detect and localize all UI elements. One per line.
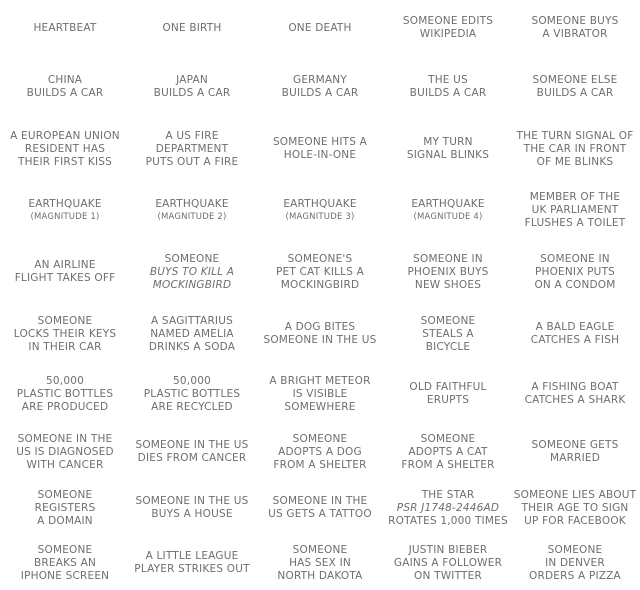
event-cell xyxy=(2,56,128,118)
event-text-line: SOMEONE xyxy=(164,252,220,265)
event-text-line: ON TWITTER xyxy=(414,569,482,582)
event-cell xyxy=(384,0,512,56)
event-text-line: UK PARLIAMENT xyxy=(531,203,619,216)
event-text-line: AN AIRLINE xyxy=(34,259,96,271)
event-text-line: IN THEIR CAR xyxy=(28,340,102,353)
event-text-line: SOMEONE xyxy=(37,488,93,501)
event-text-line: SOMEONE xyxy=(420,432,476,445)
event-cell xyxy=(128,240,256,304)
event-text-line: A LITTLE LEAGUE xyxy=(145,550,239,562)
event-text-line: A EUROPEAN UNION xyxy=(10,129,120,142)
event-text-line: 50,000 xyxy=(173,374,211,387)
event-text-line: A DOMAIN xyxy=(37,514,93,527)
event-text-line: THEIR AGE TO SIGN xyxy=(521,501,629,514)
event-cell xyxy=(2,536,128,590)
event-cell xyxy=(256,304,384,364)
event-text-line: GAINS A FOLLOWER xyxy=(393,556,503,569)
event-text-line: A SAGITTARIUS xyxy=(151,314,233,327)
event-cell xyxy=(512,180,638,240)
event-text-line: LOCKS THEIR KEYS xyxy=(13,327,117,340)
event-text-line: SOMEONE xyxy=(37,314,93,327)
event-text-line: SOMEONE IN xyxy=(540,252,610,265)
event-cell xyxy=(512,536,638,590)
event-text-line: (MAGNITUDE 2) xyxy=(157,211,227,222)
event-text-line: BUILDS A CAR xyxy=(281,87,359,99)
event-text-line: OF ME BLINKS xyxy=(536,155,614,168)
event-cell xyxy=(2,118,128,180)
event-text-line: HAS SEX IN xyxy=(289,556,351,569)
event-cell xyxy=(384,364,512,424)
event-text-line: IN DENVER xyxy=(545,556,605,569)
event-text-line: PLASTIC BOTTLES xyxy=(143,387,241,400)
event-cell xyxy=(384,118,512,180)
event-text-line: NAMED AMELIA xyxy=(150,327,234,340)
event-text-line: DIES FROM CANCER xyxy=(137,452,247,464)
event-text-line: FLIGHT TAKES OFF xyxy=(14,272,116,284)
event-text-line: THE CAR IN FRONT xyxy=(523,142,627,155)
event-cell xyxy=(384,424,512,480)
event-cell xyxy=(2,240,128,304)
event-text-line: RESIDENT HAS xyxy=(24,142,106,155)
event-text-line: (MAGNITUDE 4) xyxy=(413,211,483,222)
event-cell xyxy=(512,56,638,118)
event-text-line: PSR J1748-2446AD xyxy=(396,501,500,514)
event-cell xyxy=(512,364,638,424)
event-cell xyxy=(384,304,512,364)
event-cell xyxy=(128,424,256,480)
event-cell xyxy=(2,424,128,480)
event-cell xyxy=(512,304,638,364)
event-text-line: US IS DIAGNOSED xyxy=(16,445,114,458)
event-cell xyxy=(128,56,256,118)
event-text-line: MOCKINGBIRD xyxy=(280,278,360,291)
event-cell xyxy=(256,240,384,304)
event-text-line: A US FIRE xyxy=(165,129,219,142)
event-text-line: EARTHQUAKE xyxy=(283,197,357,210)
event-cell xyxy=(128,0,256,56)
event-text-line: SOMEONE IN THE US xyxy=(135,495,249,507)
event-text-line: PET CAT KILLS A xyxy=(275,265,365,278)
event-text-line: SOMEONE'S xyxy=(287,252,353,265)
event-text-line: MY TURN xyxy=(423,136,473,148)
event-text-line: A BALD EAGLE xyxy=(535,321,615,333)
event-text-line: IPHONE SCREEN xyxy=(20,569,110,582)
event-text-line: DEPARTMENT xyxy=(155,142,229,155)
event-text-line: US GETS A TATTOO xyxy=(268,508,372,520)
event-text-line: A BRIGHT METEOR xyxy=(269,374,371,387)
event-cell xyxy=(128,304,256,364)
event-text-line: CHINA xyxy=(47,74,83,86)
event-text-line: ERUPTS xyxy=(426,394,470,406)
event-text-line: GERMANY xyxy=(293,74,347,86)
event-cell xyxy=(128,118,256,180)
event-cell xyxy=(256,480,384,536)
event-cell xyxy=(128,480,256,536)
event-cell xyxy=(256,364,384,424)
event-text-line: DRINKS A SODA xyxy=(148,340,236,353)
event-text-line: ORDERS A PIZZA xyxy=(529,569,621,582)
event-text-line: (MAGNITUDE 1) xyxy=(30,211,100,222)
event-text-line: ON A CONDOM xyxy=(534,278,616,291)
event-text-line: SOMEONE BUYS xyxy=(531,15,619,27)
event-text-line: ROTATES 1,000 TIMES xyxy=(388,514,508,527)
event-text-line: SOMEONE xyxy=(292,432,348,445)
event-text-line: SOMEONE IN xyxy=(413,252,483,265)
event-text-line: STEALS A xyxy=(422,327,474,340)
event-text-line: WIKIPEDIA xyxy=(419,28,477,40)
event-text-line: A DOG BITES xyxy=(284,321,356,333)
event-cell xyxy=(512,424,638,480)
event-text-line: ARE RECYCLED xyxy=(151,400,233,413)
event-text-line: (MAGNITUDE 3) xyxy=(285,211,355,222)
event-text-line: WITH CANCER xyxy=(26,458,104,471)
event-text-line: SOMEONE EDITS xyxy=(402,15,494,27)
event-text-line: SOMEONE IN THE US xyxy=(263,334,377,346)
event-text-line: BUYS TO KILL A xyxy=(149,265,235,278)
event-text-line: A VIBRATOR xyxy=(542,28,608,40)
event-cell xyxy=(128,364,256,424)
event-cell xyxy=(2,480,128,536)
event-text-line: SOMEONE xyxy=(547,543,603,556)
event-text-line: BUILDS A CAR xyxy=(409,87,487,99)
event-text-line: IS VISIBLE xyxy=(292,387,348,400)
event-text-line: BUILDS A CAR xyxy=(26,87,104,99)
event-cell xyxy=(2,180,128,240)
event-text-line: THEIR FIRST KISS xyxy=(17,155,113,168)
event-text-line: ADOPTS A DOG xyxy=(278,445,362,458)
event-text-line: PLAYER STRIKES OUT xyxy=(134,563,250,575)
event-text-line: REGISTERS xyxy=(34,501,96,514)
event-cell xyxy=(256,180,384,240)
event-cell xyxy=(512,118,638,180)
event-cell xyxy=(2,0,128,56)
event-text-line: FROM A SHELTER xyxy=(401,458,495,471)
event-cell xyxy=(256,536,384,590)
event-cell xyxy=(384,240,512,304)
event-text-line: JUSTIN BIEBER xyxy=(408,543,488,556)
event-cell xyxy=(384,536,512,590)
event-text-line: ONE BIRTH xyxy=(162,21,222,34)
event-text-line: SOMEONE GETS xyxy=(531,439,619,451)
event-cell xyxy=(256,424,384,480)
event-text-line: PHOENIX PUTS xyxy=(534,265,616,278)
event-text-line: BREAKS AN xyxy=(33,556,97,569)
event-cell xyxy=(256,118,384,180)
event-text-line: MARRIED xyxy=(549,452,601,464)
event-text-line: SOMEONE IN THE US xyxy=(135,439,249,451)
event-text-line: SOMEONE xyxy=(37,543,93,556)
event-text-line: BUILDS A CAR xyxy=(536,87,614,99)
event-text-line: SOMEWHERE xyxy=(284,400,356,413)
event-text-line: SOMEONE ELSE xyxy=(532,74,618,86)
event-text-line: SOMEONE LIES ABOUT xyxy=(513,488,637,501)
event-cell xyxy=(512,240,638,304)
event-cell xyxy=(2,304,128,364)
event-cell xyxy=(384,56,512,118)
event-text-line: A FISHING BOAT xyxy=(531,381,619,393)
event-text-line: SOMEONE IN THE xyxy=(272,495,368,507)
event-text-line: BUILDS A CAR xyxy=(153,87,231,99)
event-text-line: CATCHES A FISH xyxy=(530,334,620,346)
event-text-line: PHOENIX BUYS xyxy=(407,265,489,278)
event-text-line: NEW SHOES xyxy=(414,278,482,291)
event-cell xyxy=(512,480,638,536)
event-text-line: PLASTIC BOTTLES xyxy=(16,387,114,400)
event-cell xyxy=(384,480,512,536)
event-text-line: ADOPTS A CAT xyxy=(408,445,488,458)
event-text-line: SOMEONE IN THE xyxy=(17,432,113,445)
event-text-line: FROM A SHELTER xyxy=(273,458,367,471)
event-text-line: SIGNAL BLINKS xyxy=(406,149,490,161)
event-text-line: NORTH DAKOTA xyxy=(277,569,363,582)
event-text-line: JAPAN xyxy=(176,74,208,86)
event-text-line: SOMEONE HITS A xyxy=(272,136,368,148)
event-cell xyxy=(512,0,638,56)
event-text-line: BUYS A HOUSE xyxy=(151,508,233,520)
event-text-line: EARTHQUAKE xyxy=(155,197,229,210)
event-text-line: PUTS OUT A FIRE xyxy=(145,155,239,168)
event-cell xyxy=(2,364,128,424)
event-text-line: 50,000 xyxy=(46,374,84,387)
event-text-line: SOMEONE xyxy=(292,543,348,556)
event-text-line: CATCHES A SHARK xyxy=(524,394,626,406)
event-text-line: ONE DEATH xyxy=(288,21,352,34)
event-text-line: FLUSHES A TOILET xyxy=(524,216,626,229)
event-text-line: MOCKINGBIRD xyxy=(152,278,232,291)
event-cell xyxy=(256,0,384,56)
event-text-line: THE TURN SIGNAL OF xyxy=(516,129,634,142)
event-cell xyxy=(256,56,384,118)
event-text-line: THE US xyxy=(428,74,468,86)
event-text-line: THE STAR xyxy=(421,488,475,501)
event-text-line: UP FOR FACEBOOK xyxy=(524,514,626,527)
event-cell xyxy=(384,180,512,240)
event-cell xyxy=(128,536,256,590)
event-text-line: EARTHQUAKE xyxy=(28,197,102,210)
event-text-line: EARTHQUAKE xyxy=(411,197,485,210)
event-text-line: HEARTBEAT xyxy=(33,21,97,34)
event-text-line: ARE PRODUCED xyxy=(21,400,109,413)
event-text-line: SOMEONE xyxy=(420,314,476,327)
event-text-line: BICYCLE xyxy=(425,340,471,353)
event-text-line: OLD FAITHFUL xyxy=(409,381,487,393)
event-cell xyxy=(128,180,256,240)
event-text-line: HOLE-IN-ONE xyxy=(283,149,357,161)
event-text-line: MEMBER OF THE xyxy=(529,190,621,203)
